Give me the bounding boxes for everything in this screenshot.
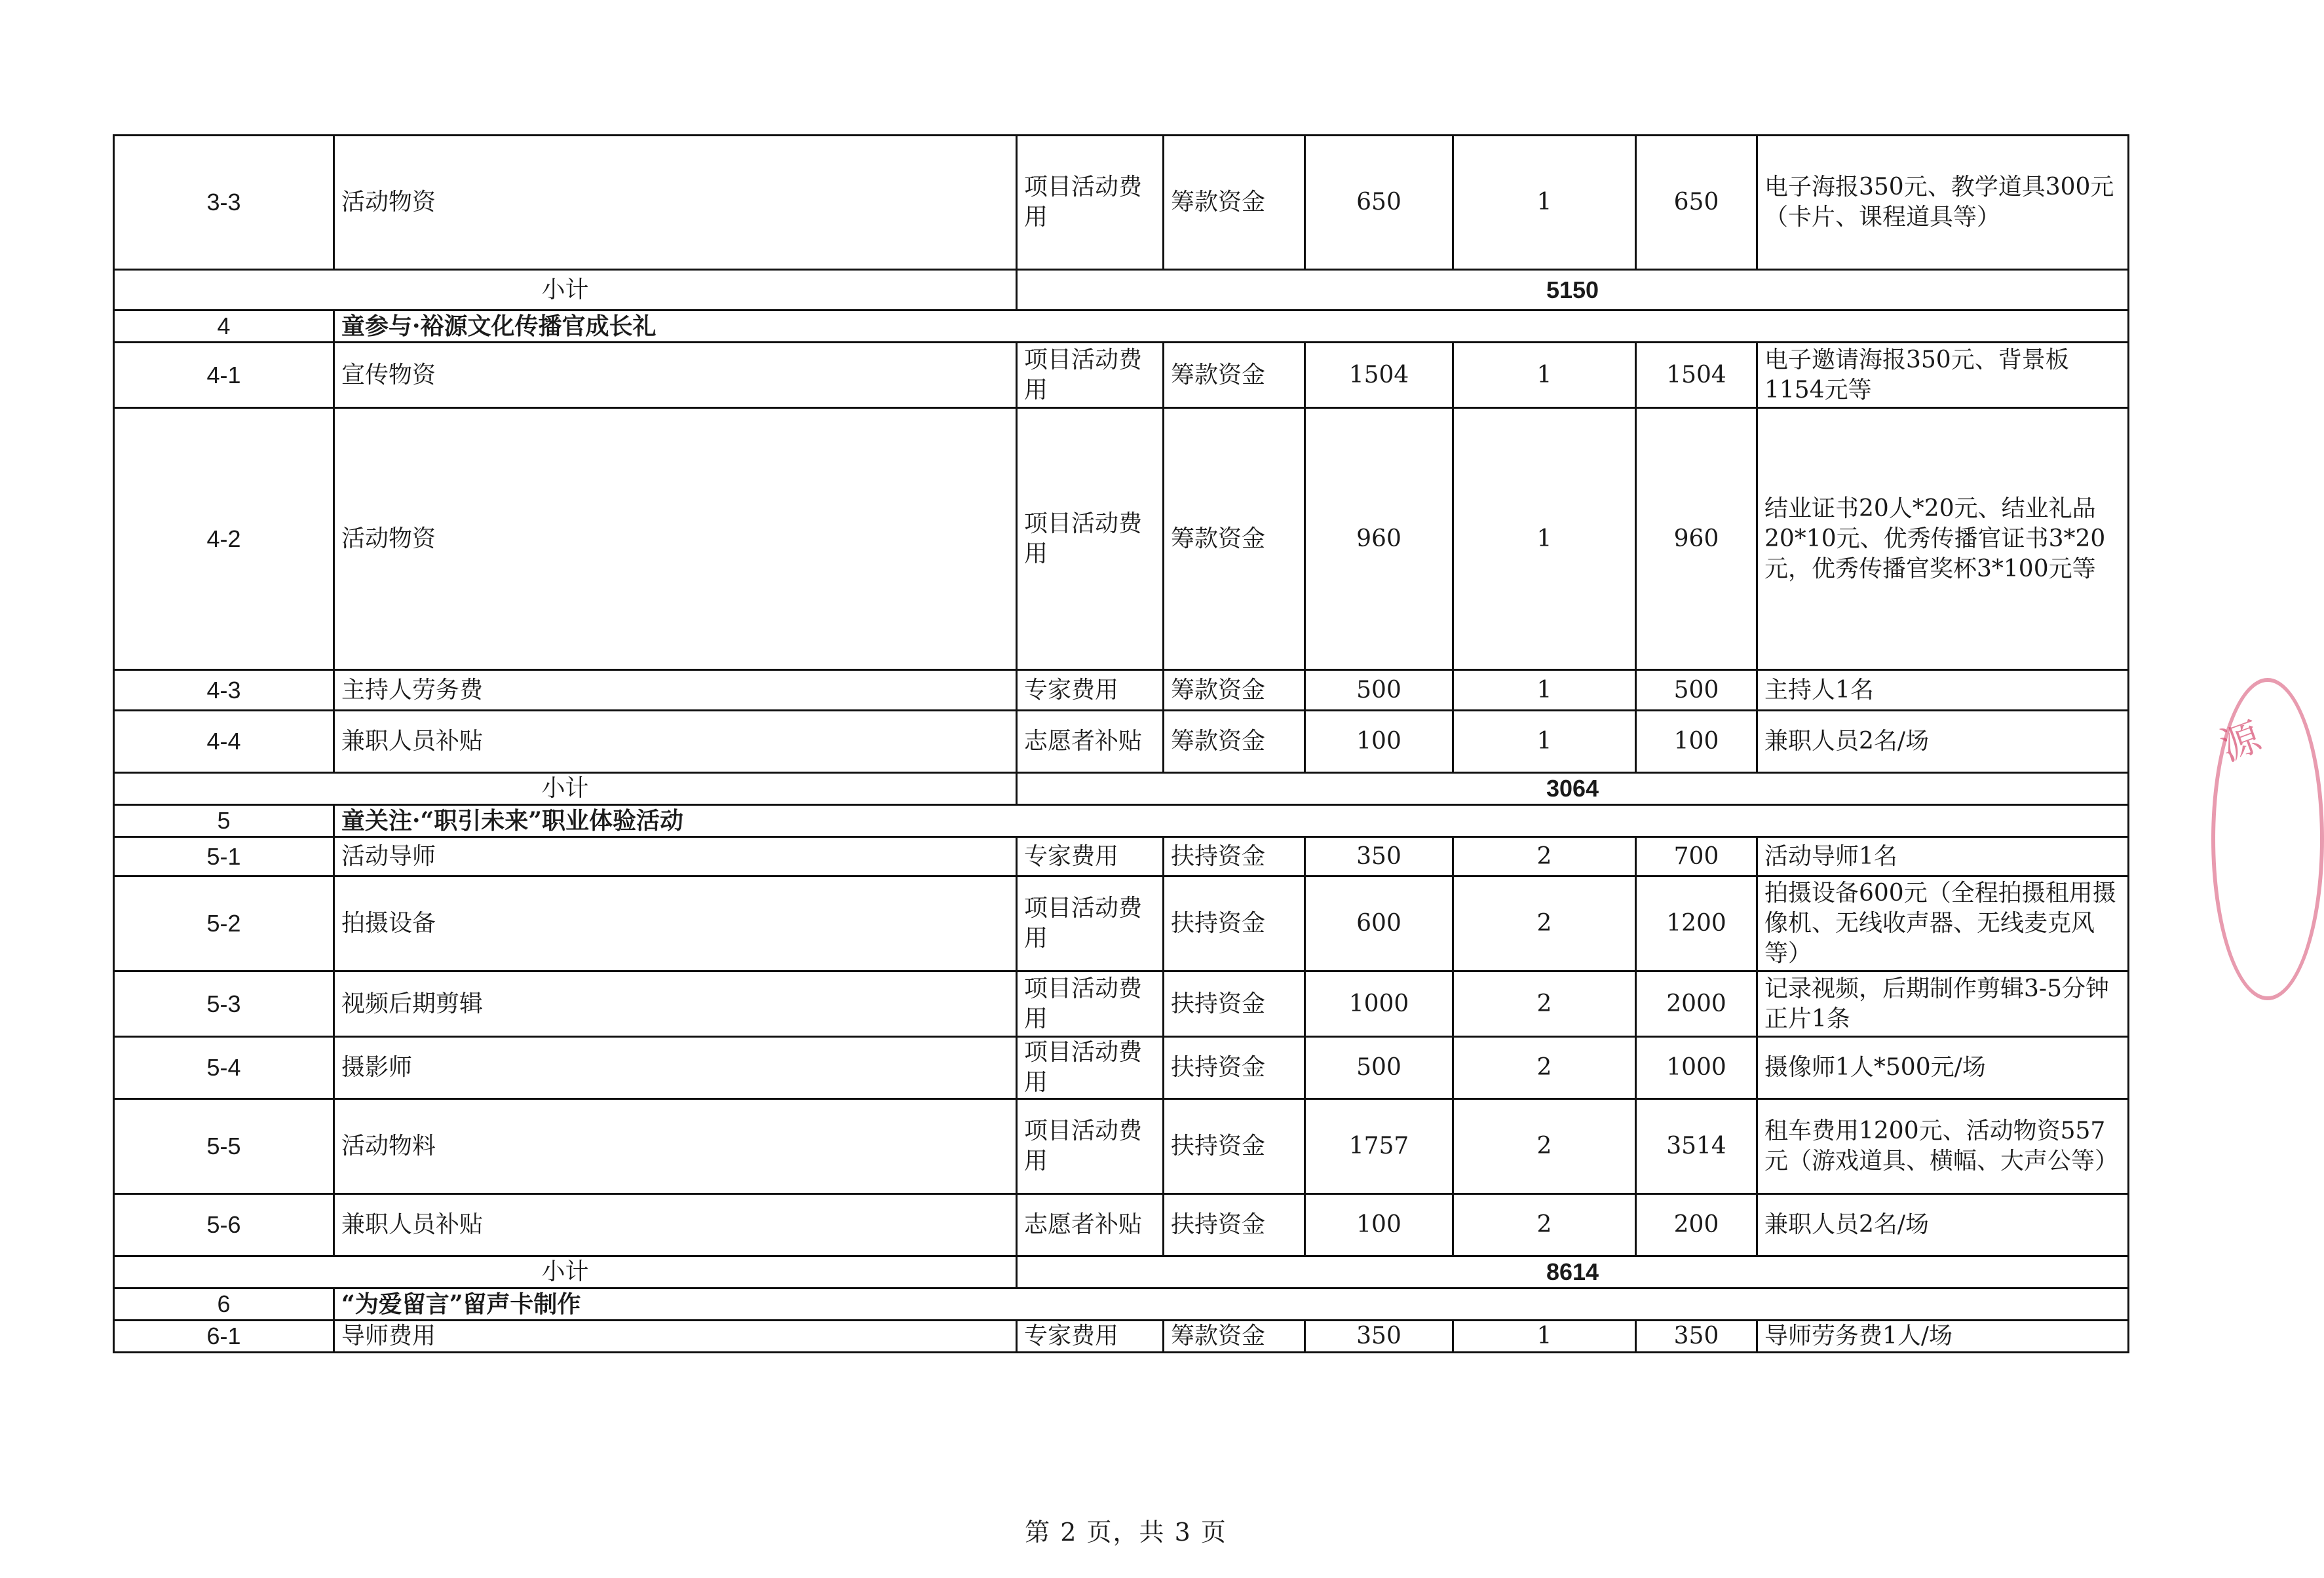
quantity-cell: 2 xyxy=(1453,837,1636,876)
table-row xyxy=(114,408,2129,670)
quantity-cell: 2 xyxy=(1453,971,1636,1037)
expense-type-cell: 专家费用 xyxy=(1017,1321,1164,1353)
note-cell: 兼职人员2名/场 xyxy=(1757,1194,2129,1256)
section-title: 童参与·裕源文化传播官成长礼 xyxy=(334,310,2129,343)
item-id-cell: 5-2 xyxy=(114,876,334,971)
expense-type-cell: 项目活动费用 xyxy=(1017,971,1164,1037)
page-footer: 第 2 页，共 3 页 xyxy=(1025,1518,1227,1547)
item-name-cell: 主持人劳务费 xyxy=(334,670,1017,711)
subtotal-value: 3064 xyxy=(1017,773,2129,805)
note-cell: 导师劳务费1人/场 xyxy=(1757,1321,2129,1353)
amount-cell: 1200 xyxy=(1636,876,1757,971)
expense-type-cell: 专家费用 xyxy=(1017,670,1164,711)
quantity-cell: 1 xyxy=(1453,670,1636,711)
note-cell: 结业证书20人*20元、结业礼品20*10元、优秀传播官证书3*20元，优秀传播官奖杯3*100元等 xyxy=(1757,408,2129,670)
subtotal-value: 5150 xyxy=(1017,270,2129,310)
unit-price-cell: 1504 xyxy=(1305,343,1453,408)
amount-cell: 1000 xyxy=(1636,1037,1757,1099)
table-row xyxy=(114,1037,2129,1099)
unit-price-cell: 960 xyxy=(1305,408,1453,670)
quantity-cell: 1 xyxy=(1453,136,1636,270)
unit-price-cell: 100 xyxy=(1305,711,1453,773)
expense-type-cell: 志愿者补贴 xyxy=(1017,711,1164,773)
unit-price-cell: 600 xyxy=(1305,876,1453,971)
table-row xyxy=(114,1099,2129,1194)
amount-cell: 960 xyxy=(1636,408,1757,670)
unit-price-cell: 500 xyxy=(1305,1037,1453,1099)
note-cell: 电子海报350元、教学道具300元（卡片、课程道具等） xyxy=(1757,136,2129,270)
quantity-cell: 2 xyxy=(1453,876,1636,971)
amount-cell: 350 xyxy=(1636,1321,1757,1353)
note-cell: 摄像师1人*500元/场 xyxy=(1757,1037,2129,1099)
fund-source-cell: 扶持资金 xyxy=(1164,876,1305,971)
item-name-cell: 导师费用 xyxy=(334,1321,1017,1353)
fund-source-cell: 扶持资金 xyxy=(1164,1037,1305,1099)
item-name-cell: 兼职人员补贴 xyxy=(334,1194,1017,1256)
section-title: “为爱留言”留声卡制作 xyxy=(334,1288,2129,1321)
item-name-cell: 活动导师 xyxy=(334,837,1017,876)
unit-price-cell: 1757 xyxy=(1305,1099,1453,1194)
section-title: 童关注·“职引未来”职业体验活动 xyxy=(334,805,2129,837)
item-id-cell: 4-1 xyxy=(114,343,334,408)
quantity-cell: 2 xyxy=(1453,1194,1636,1256)
expense-type-cell: 志愿者补贴 xyxy=(1017,1194,1164,1256)
amount-cell: 2000 xyxy=(1636,971,1757,1037)
fund-source-cell: 扶持资金 xyxy=(1164,1194,1305,1256)
fund-source-cell: 筹款资金 xyxy=(1164,408,1305,670)
table-row xyxy=(114,670,2129,711)
unit-price-cell: 650 xyxy=(1305,136,1453,270)
unit-price-cell: 350 xyxy=(1305,1321,1453,1353)
unit-price-cell: 500 xyxy=(1305,670,1453,711)
quantity-cell: 1 xyxy=(1453,343,1636,408)
amount-cell: 1504 xyxy=(1636,343,1757,408)
item-id-cell: 6-1 xyxy=(114,1321,334,1353)
item-name-cell: 兼职人员补贴 xyxy=(334,711,1017,773)
budget-table xyxy=(113,134,2129,1353)
item-name-cell: 宣传物资 xyxy=(334,343,1017,408)
subtotal-value: 8614 xyxy=(1017,1256,2129,1288)
fund-source-cell: 筹款资金 xyxy=(1164,670,1305,711)
unit-price-cell: 100 xyxy=(1305,1194,1453,1256)
fund-source-cell: 扶持资金 xyxy=(1164,837,1305,876)
table-row xyxy=(114,1321,2129,1353)
item-name-cell: 活动物资 xyxy=(334,408,1017,670)
item-name-cell: 摄影师 xyxy=(334,1037,1017,1099)
amount-cell: 100 xyxy=(1636,711,1757,773)
expense-type-cell: 项目活动费用 xyxy=(1017,408,1164,670)
quantity-cell: 2 xyxy=(1453,1037,1636,1099)
fund-source-cell: 筹款资金 xyxy=(1164,711,1305,773)
table-row xyxy=(114,837,2129,876)
item-name-cell: 活动物料 xyxy=(334,1099,1017,1194)
item-id-cell: 5-5 xyxy=(114,1099,334,1194)
fund-source-cell: 筹款资金 xyxy=(1164,136,1305,270)
amount-cell: 3514 xyxy=(1636,1099,1757,1194)
section-number: 4 xyxy=(114,310,334,343)
item-id-cell: 5-4 xyxy=(114,1037,334,1099)
table-row xyxy=(114,876,2129,971)
table-row xyxy=(114,136,2129,270)
quantity-cell: 1 xyxy=(1453,408,1636,670)
note-cell: 拍摄设备600元（全程拍摄租用摄像机、无线收声器、无线麦克风等） xyxy=(1757,876,2129,971)
fund-source-cell: 扶持资金 xyxy=(1164,1099,1305,1194)
amount-cell: 700 xyxy=(1636,837,1757,876)
note-cell: 电子邀请海报350元、背景板1154元等 xyxy=(1757,343,2129,408)
subtotal-row xyxy=(114,773,2129,805)
subtotal-label: 小计 xyxy=(114,270,1017,310)
fund-source-cell: 筹款资金 xyxy=(1164,343,1305,408)
expense-type-cell: 项目活动费用 xyxy=(1017,343,1164,408)
expense-type-cell: 项目活动费用 xyxy=(1017,1037,1164,1099)
expense-type-cell: 项目活动费用 xyxy=(1017,1099,1164,1194)
unit-price-cell: 1000 xyxy=(1305,971,1453,1037)
quantity-cell: 1 xyxy=(1453,711,1636,773)
item-id-cell: 4-3 xyxy=(114,670,334,711)
item-id-cell: 5-1 xyxy=(114,837,334,876)
item-id-cell: 4-2 xyxy=(114,408,334,670)
quantity-cell: 1 xyxy=(1453,1321,1636,1353)
expense-type-cell: 项目活动费用 xyxy=(1017,876,1164,971)
unit-price-cell: 350 xyxy=(1305,837,1453,876)
item-name-cell: 活动物资 xyxy=(334,136,1017,270)
note-cell: 活动导师1名 xyxy=(1757,837,2129,876)
subtotal-row xyxy=(114,1256,2129,1288)
amount-cell: 650 xyxy=(1636,136,1757,270)
amount-cell: 200 xyxy=(1636,1194,1757,1256)
table-row xyxy=(114,711,2129,773)
note-cell: 兼职人员2名/场 xyxy=(1757,711,2129,773)
seal-stamp-char: 源 xyxy=(2214,713,2267,770)
table-row xyxy=(114,343,2129,408)
quantity-cell: 2 xyxy=(1453,1099,1636,1194)
item-id-cell: 5-6 xyxy=(114,1194,334,1256)
note-cell: 主持人1名 xyxy=(1757,670,2129,711)
item-id-cell: 4-4 xyxy=(114,711,334,773)
section-number: 6 xyxy=(114,1288,334,1321)
item-id-cell: 5-3 xyxy=(114,971,334,1037)
fund-source-cell: 筹款资金 xyxy=(1164,1321,1305,1353)
note-cell: 记录视频，后期制作剪辑3-5分钟正片1条 xyxy=(1757,971,2129,1037)
subtotal-label: 小计 xyxy=(114,773,1017,805)
table-row xyxy=(114,1194,2129,1256)
amount-cell: 500 xyxy=(1636,670,1757,711)
item-name-cell: 视频后期剪辑 xyxy=(334,971,1017,1037)
section-header-row xyxy=(114,805,2129,837)
item-id-cell: 3-3 xyxy=(114,136,334,270)
section-header-row xyxy=(114,310,2129,343)
subtotal-row xyxy=(114,270,2129,310)
note-cell: 租车费用1200元、活动物资557元（游戏道具、横幅、大声公等） xyxy=(1757,1099,2129,1194)
subtotal-label: 小计 xyxy=(114,1256,1017,1288)
section-number: 5 xyxy=(114,805,334,837)
section-header-row xyxy=(114,1288,2129,1321)
expense-type-cell: 项目活动费用 xyxy=(1017,136,1164,270)
table-body xyxy=(114,136,2129,1353)
fund-source-cell: 扶持资金 xyxy=(1164,971,1305,1037)
item-name-cell: 拍摄设备 xyxy=(334,876,1017,971)
table-row xyxy=(114,971,2129,1037)
expense-type-cell: 专家费用 xyxy=(1017,837,1164,876)
